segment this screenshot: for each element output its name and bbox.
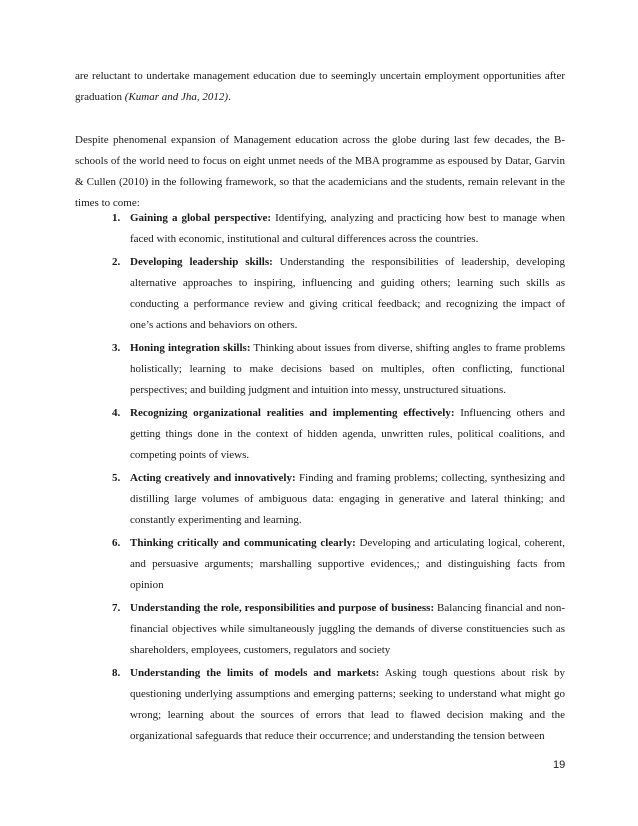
list-heading: Recognizing organizational realities and implementing effectively: bbox=[130, 407, 455, 419]
list-item bbox=[75, 252, 565, 336]
list-body: Understanding the responsibilities of leadership, developing alternative approaches to inspiring, influencing and guiding others; learning such skills as conducting a performance review and giving critical feedback; and recognizing the impact of one’s actions and behaviors on others. bbox=[130, 256, 565, 331]
paragraph-intro: Despite phenomenal expansion of Management education across the globe during last few decades, the B-schools of the world need to focus on eight unmet needs of the MBA programme as espoused by Datar, Garvin & Cullen (2010) in the following framework, so that the academicians and the students, remain relevant in the times to come: bbox=[75, 134, 565, 209]
list-heading: Gaining a global perspective: bbox=[130, 212, 272, 224]
list-heading: Understanding the role, responsibilities and purpose of business: bbox=[130, 602, 435, 614]
list-body: Influencing others and getting things done in the context of hidden agenda, unwritten rules, political coalitions, and competing points of views. bbox=[130, 407, 566, 461]
list-number: 6. bbox=[112, 537, 121, 549]
list-item bbox=[75, 338, 565, 401]
list-heading: Understanding the limits of models and markets: bbox=[130, 667, 380, 679]
list-body: Developing and articulating logical, coherent, and persuasive arguments; marshalling supportive evidences,; and distinguishing facts from opinion bbox=[130, 537, 565, 591]
list-heading: Honing integration skills: bbox=[130, 342, 251, 354]
list-item bbox=[75, 663, 565, 747]
list-body: Asking tough questions about risk by questioning underlying assumptions and emerging patterns; seeking to understand what might go wrong; learning about the sources of errors that lead to flawed decision making and the organizational safeguards that reduce their occurrence; and understanding the tension between bbox=[130, 667, 565, 742]
paragraph-continuation bbox=[75, 66, 565, 108]
needs-list bbox=[75, 208, 565, 749]
citation: (Kumar and Jha, 2012) bbox=[124, 91, 229, 103]
list-item bbox=[75, 208, 565, 250]
list-number: 8. bbox=[112, 667, 121, 679]
list-number: 3. bbox=[112, 342, 121, 354]
list-number: 1. bbox=[112, 212, 121, 224]
list-number: 4. bbox=[112, 407, 121, 419]
list-body: Balancing financial and non-financial objectives while simultaneously juggling the demands of diverse constituencies such as shareholders, employees, customers, regulators and society bbox=[130, 602, 565, 656]
page-number: 19 bbox=[553, 759, 566, 771]
paragraph-text: are reluctant to undertake management education due to seemingly uncertain employment opportunities after graduation bbox=[75, 70, 565, 103]
list-heading: Thinking critically and communicating clearly: bbox=[130, 537, 356, 549]
list-heading: Developing leadership skills: bbox=[130, 256, 273, 268]
list-number: 7. bbox=[112, 602, 121, 614]
list-heading: Acting creatively and innovatively: bbox=[130, 472, 296, 484]
list-item bbox=[75, 403, 565, 466]
paragraph-end: . bbox=[228, 91, 231, 103]
list-body: Thinking about issues from diverse, shifting angles to frame problems holistically; learning to make decisions based on multiples, often conflicting, functional perspectives; and building judgment and intuition into messy, unstructured situations. bbox=[130, 342, 566, 396]
list-number: 2. bbox=[112, 256, 121, 268]
list-body: Identifying, analyzing and practicing how best to manage when faced with economic, institutional and cultural differences across the countries. bbox=[130, 212, 565, 245]
list-number: 5. bbox=[112, 472, 121, 484]
list-body: Finding and framing problems; collecting, synthesizing and distilling large volumes of ambiguous data: engaging in generative and lateral thinking; and constantly experimenting and learning. bbox=[130, 472, 565, 526]
list-item bbox=[75, 533, 565, 596]
list-item bbox=[75, 468, 565, 531]
list-item bbox=[75, 598, 565, 661]
